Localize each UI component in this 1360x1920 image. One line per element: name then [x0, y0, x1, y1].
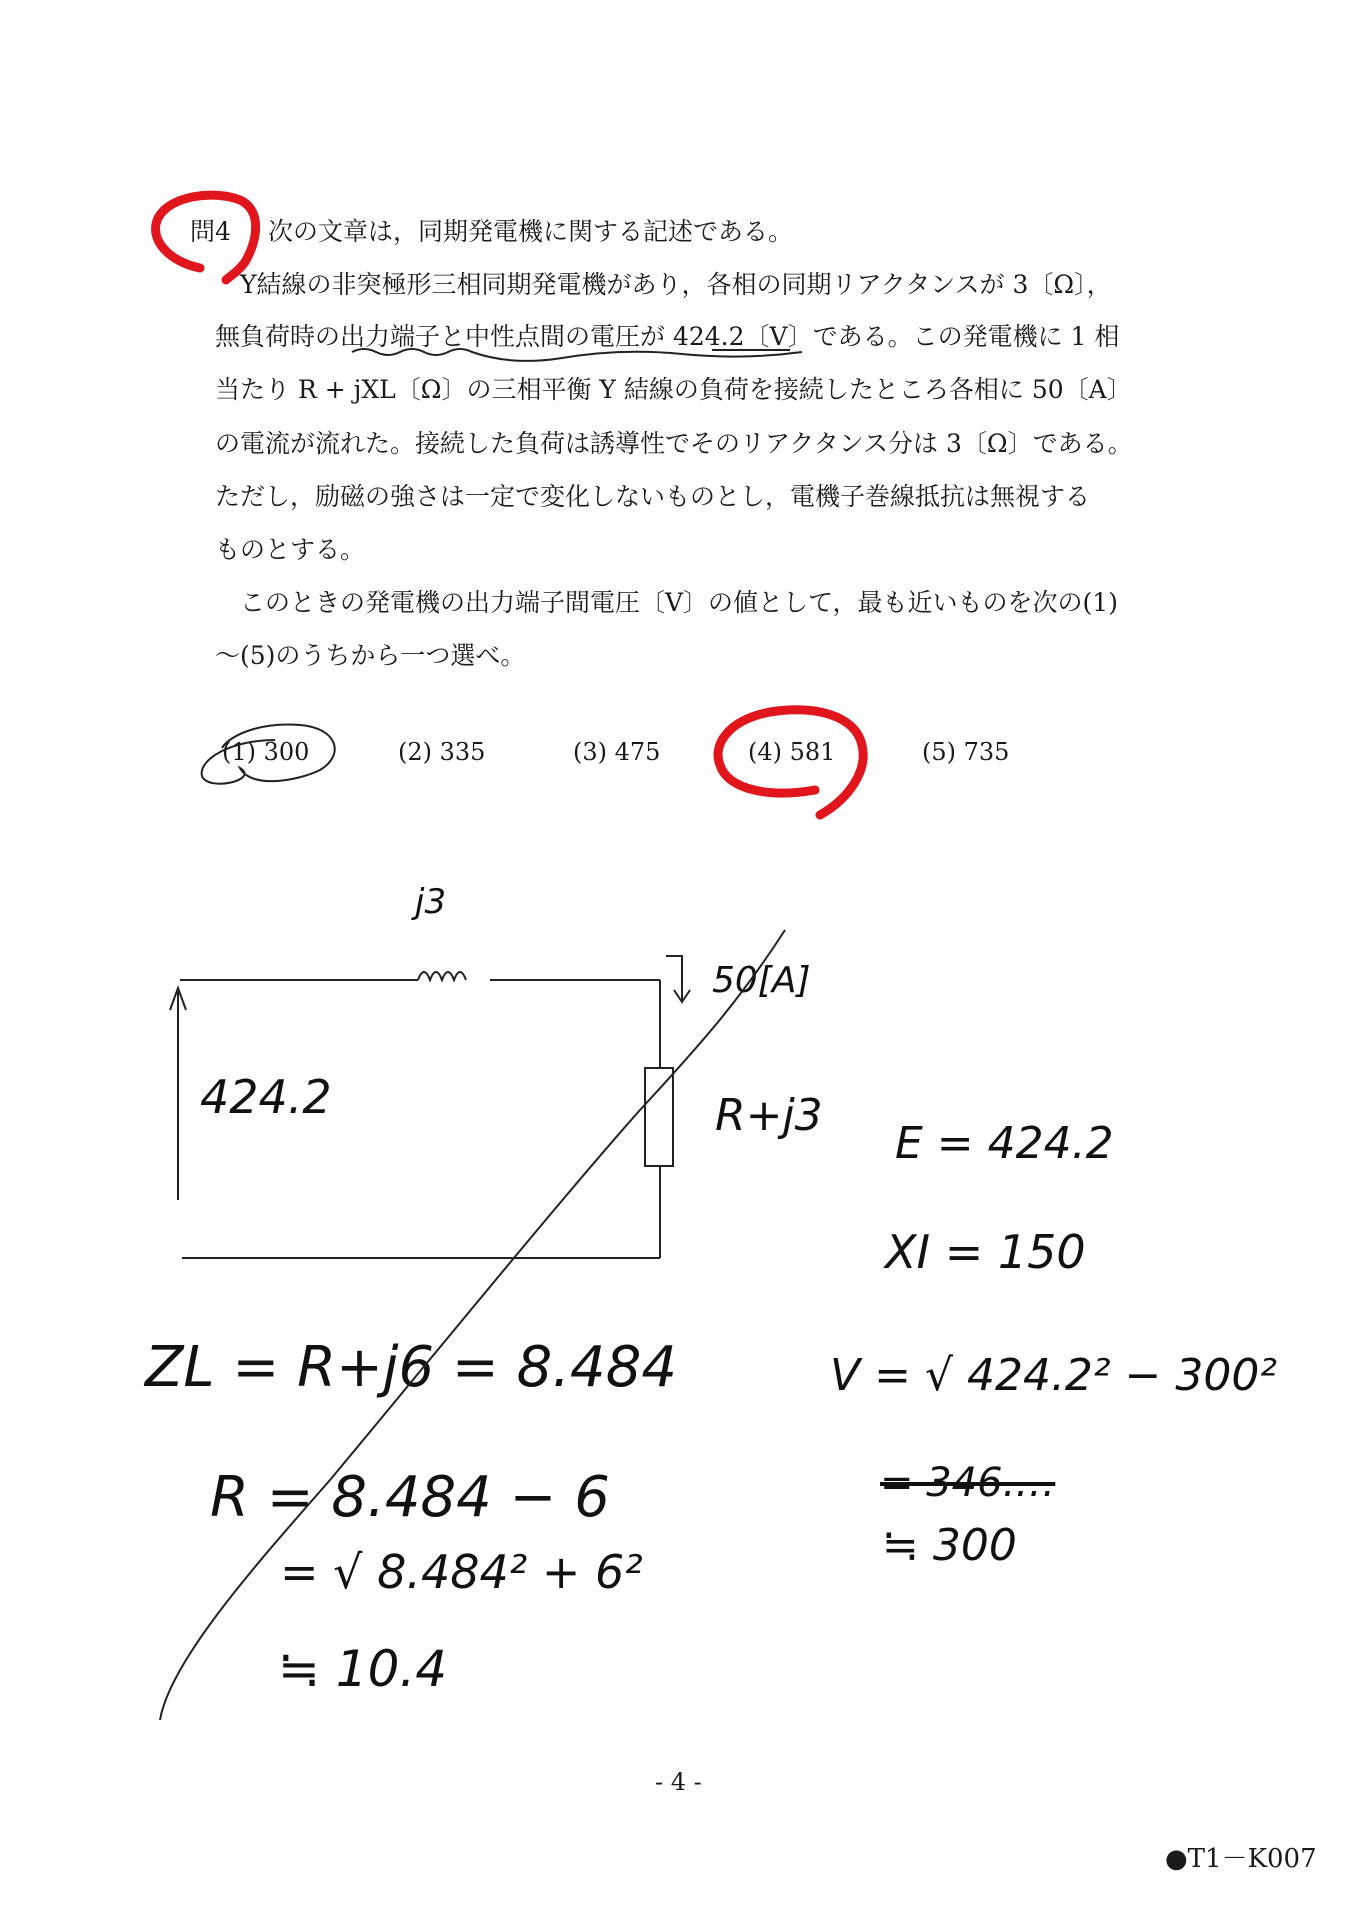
document-code: ●T1－K007 [1165, 1844, 1317, 1874]
hand-eq-e: E = 424.2 [895, 1118, 1114, 1169]
choice-3-label: (3) [573, 738, 607, 766]
choice-5-value: 735 [963, 738, 1010, 766]
body-line-2-text: 無負荷時の出力端子と中性点間の電圧が 424.2〔V〕である。この発電機に 1 相 [215, 322, 1120, 351]
hand-eq-xi: XI = 150 [885, 1225, 1086, 1279]
hand-eq-r2: = √ 8.484² + 6² [280, 1545, 643, 1599]
hand-source-voltage: 424.2 [200, 1070, 332, 1124]
body-line-3: 当たり R + jXL〔Ω〕の三相平衡 Y 結線の負荷を接続したところ各相に 50〔A〕 [215, 375, 1132, 404]
hand-eq-v2: = 346.… [880, 1460, 1056, 1506]
hand-load-label: R+j3 [715, 1090, 823, 1141]
hand-eq-v3: ≒ 300 [882, 1520, 1017, 1571]
choice-3-value: 475 [614, 738, 661, 766]
question-number: 問4 [190, 217, 231, 246]
body-line-6: ものとする。 [215, 535, 366, 564]
strike-line [160, 930, 785, 1720]
circuit-diagram [170, 956, 690, 1258]
hand-eq-v: V = √ 424.2² − 300² [830, 1350, 1278, 1401]
current-arrow-icon [666, 956, 690, 1002]
body-line-1: Y結線の非突極形三相同期発電機があり，各相の同期リアクタンスが 3〔Ω〕， [240, 270, 1112, 299]
choice-4-label: (4) [748, 738, 782, 766]
hand-current-label: 50[A] [712, 960, 811, 1001]
inductor-icon [418, 972, 466, 980]
pencil-circle-choice-1 [202, 725, 335, 784]
hand-eq-z: ZL = R+j6 = 8.484 [145, 1335, 677, 1400]
page-number: - 4 - [655, 1768, 702, 1796]
red-circle-question-icon [156, 195, 256, 280]
body-line-4: の電流が流れた。接続した負荷は誘導性でそのリアクタンス分は 3〔Ω〕である。 [215, 429, 1133, 458]
prompt-line-2: ～(5)のうちから一つ選べ。 [215, 641, 526, 670]
body-line-5: ただし，励磁の強さは一定で変化しないものとし，電機子巻線抵抗は無視する [215, 482, 1091, 511]
choice-2-value: 335 [439, 738, 486, 766]
question-intro: 次の文章は，同期発電機に関する記述である。 [268, 217, 794, 246]
prompt-line-1: このときの発電機の出力端子間電圧〔V〕の値として，最も近いものを次の(1) [240, 588, 1118, 617]
hand-eq-r3: ≒ 10.4 [278, 1640, 448, 1698]
choice-5-label: (5) [922, 738, 956, 766]
choice-4-value: 581 [789, 738, 836, 766]
load-resistor [645, 1068, 673, 1166]
hand-inductor-label: j3 [415, 882, 447, 922]
choice-1-label: (1) [222, 738, 256, 766]
red-circle-choice-4 [718, 710, 863, 815]
choice-2-label: (2) [398, 738, 432, 766]
choice-1-value: 300 [263, 738, 310, 766]
hand-eq-r1: R = 8.484 − 6 [210, 1465, 610, 1530]
